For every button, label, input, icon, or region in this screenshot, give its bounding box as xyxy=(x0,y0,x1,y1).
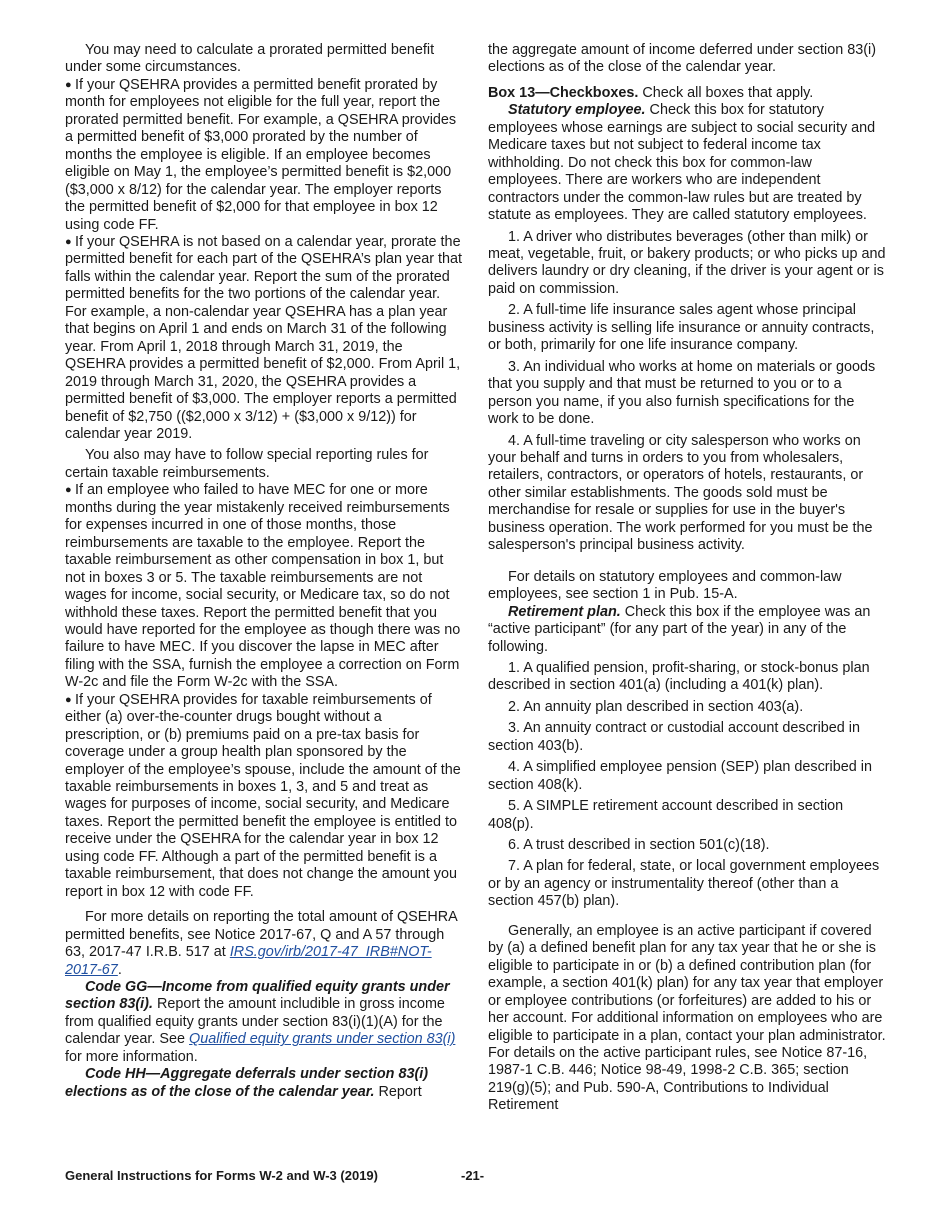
list-item-retirement-2: 2. An annuity plan described in section 403(a). xyxy=(508,698,804,715)
list-item-retirement-4: 4. A simplified employee pension (SEP) plan described in section 408(k). xyxy=(488,759,872,793)
list-item-retirement-6: 6. A trust described in section 501(c)(18). xyxy=(508,837,770,854)
list-item-statutory-2: 2. A full-time life insurance sales agent whose principal business activity is selling life insurance or annuity contracts, or both, primarily for one life insurance company. xyxy=(488,302,875,354)
paragraph-more-details: For more details on reporting the total amount of QSEHRA permitted benefits, see Notice 2017-67, Q and A 57 through 63, 2017-47 I.R.B. 517 at IRS.gov/irb/2017-47_IRB#NOT-2017-67. xyxy=(65,909,457,978)
irb-link[interactable]: IRS.gov/irb/2017-47_IRB#NOT-2017-67 xyxy=(65,944,432,978)
list-item-statutory-4: 4. A full-time traveling or city salesperson who works on your behalf and turns in orders to you from wholesalers, retailers, contractors, or operators of hotels, restaurants, or other similar establishments. The goods sold must be merchandise for resale or supplies for use in the buyer's business operation. The work performed for you must be the salesperson's principal business activity. xyxy=(488,432,873,554)
paragraph-retirement-plan: Retirement plan. Check this box if the employee was an “active participant” (for any part of the year) in any of the following. xyxy=(488,603,871,655)
bullet-icon: ● xyxy=(65,235,72,248)
bullet-mec-failure: ● If an employee who failed to have MEC for one or more months during the year mistakenly received reimbursements for expenses incurred in one of those months, those reimbursements are taxable to the employee. Report the taxable reimbursement as other compensation in box 1, but not in boxes 3 or 5. The taxable reimbursements are not wages for income, social security, or Medicare tax, so do not withhold these taxes. Report the permitted benefit that you would have reported for the employee as though there was no failure to have MEC. If you discover the lapse in MEC after filing with the SSA, furnish the employee a correction on Form W-2c and file the Form W-2c with the SSA. xyxy=(65,482,461,691)
bullet-prorated-by-month: ● If your QSEHRA provides a permitted benefit prorated by month for employees not eligible for the full year, report the prorated permitted benefit. For example, a QSEHRA provides a permitted benefit of $3,000 prorated by the number of months the employee is eligible. If an employee becomes eligible on May 1, the employee’s permitted benefit is $2,000 ($3,000 x 8/12) for the calendar year. The employer reports the permitted benefit of $2,000 for that employee in box 12 using code FF. xyxy=(65,76,457,233)
code-gg-heading: Code GG—Income from qualified equity grants under section 83(i). xyxy=(65,979,450,1013)
list-item-statutory-3: 3. An individual who works at home on materials or goods that you supply and that must be returned to you or to a person you name, if you also furnish specifications for the work to be done. xyxy=(488,358,876,428)
list-item-retirement-1: 1. A qualified pension, profit-sharing, or stock-bonus plan described in section 401(a) (including a 401(k) plan). xyxy=(488,659,870,694)
code-hh-heading: Code HH—Aggregate deferrals under section 83(i) elections as of the close of the calendar year. xyxy=(65,1066,429,1100)
paragraph-box13: Box 13—Checkboxes. Check all boxes that apply. xyxy=(488,84,814,101)
list-item-retirement-3: 3. An annuity contract or custodial account described in section 403(b). xyxy=(488,720,860,754)
list-item-retirement-5: 5. A SIMPLE retirement account described in section 408(p). xyxy=(488,798,844,832)
bullet-icon: ● xyxy=(65,484,72,497)
bullet-icon: ● xyxy=(65,693,72,706)
bullet-icon: ● xyxy=(65,78,72,91)
paragraph-continued: the aggregate amount of income deferred under section 83(i) elections as of the close of the calendar year. xyxy=(488,42,876,76)
bullet-non-calendar-year: ● If your QSEHRA is not based on a calendar year, prorate the permitted benefit for each part of the QSEHRA’s plan year that falls within the calendar year. Report the sum of the prorated permitted benefits for the two portions of the calendar year. For example, a non-calendar year QSEHRA has a plan year that begins on April 1 and ends on March 31 of the following year. From April 1, 2018 through March 31, 2019, the QSEHRA provides a permitted benefit of $2,000. From April 1, 2019 through March 31, 2020, the QSEHRA provides a permitted benefit of $3,000. The employer reports a permitted benefit of $2,750 (($2,000 x 3/12) + ($3,000 x 9/12)) for calendar year 2019. xyxy=(65,233,463,442)
qualified-equity-link[interactable]: Qualified equity grants under section 83(i) xyxy=(189,1031,456,1048)
right-column xyxy=(488,42,886,1115)
paragraph-taxable-reimbursements: You also may have to follow special reporting rules for certain taxable reimbursements. xyxy=(65,447,429,481)
paragraph-active-participant: Generally, an employee is an active participant if covered by (a) a defined benefit plan for any tax year that he or she is eligible to participate in or (b) a defined contribution plan (for example, a section 401(k) plan) for any tax year that employer or employee contributions (or forfeitures) are added to his or her account. For additional information on employees who are eligible to participate in a plan, contact your plan administrator. For details on the active participant rules, see Notice 87-16, 1987-1 C.B. 446; Notice 98-49, 1998-2 C.B. 365; section 219(g)(5); and Pub. 590-A, Contributions to Individual Retirement xyxy=(488,922,886,1114)
paragraph-prorated-intro: You may need to calculate a prorated permitted benefit under some circumstances. xyxy=(65,42,435,76)
paragraph-code-gg: Code GG—Income from qualified equity grants under section 83(i). Report the amount includible in gross income from qualified equity grants under section 83(i)(1)(A) for the calendar year. See Qualified equity grants under section 83(i) for more information. xyxy=(65,979,456,1065)
paragraph-statutory-details: For details on statutory employees and common-law employees, see section 1 in Pub. 15-A. xyxy=(488,568,842,603)
list-item-retirement-7: 7. A plan for federal, state, or local government employees or by an agency or instrumentality thereof (other than a section 457(b) plan). xyxy=(488,858,880,910)
left-column xyxy=(65,42,463,1101)
paragraph-statutory-employee: Statutory employee. Check this box for statutory employees whose earnings are subject to social security and Medicare taxes but not subject to federal income tax withholding. Do not check this box for common-law employees. There are workers who are independent contractors under the common-law rules but are treated by statute as employees. They are called statutory employees. xyxy=(488,102,876,224)
footer-title: General Instructions for Forms W-2 and W-3 (2019) xyxy=(65,1168,378,1183)
list-item-statutory-1: 1. A driver who distributes beverages (other than milk) or meat, vegetable, fruit, or bakery products; or who picks up and delivers laundry or dry cleaning, if the driver is your agent or is paid on commission. xyxy=(488,228,886,297)
box13-heading: Box 13—Checkboxes. xyxy=(488,84,639,101)
retirement-plan-heading: Retirement plan. xyxy=(508,603,621,620)
statutory-employee-heading: Statutory employee. xyxy=(508,102,646,119)
bullet-otc-drugs: ● If your QSEHRA provides for taxable reimbursements of either (a) over-the-counter drugs bought without a prescription, or (b) premiums paid on a pre-tax basis for coverage under a group health plan sponsored by the employer of the employee’s spouse, include the amount of the taxable reimbursements in boxes 1, 3, and 5 and treat as wages for purposes of income, social security, and Medicare taxes. Report the permitted benefit the employee is entitled to receive under the QSEHRA for the calendar year in box 12 using code FF. Although a part of the permitted benefit is a taxable reimbursement, that does not change the amount you report in box 12 with code FF. xyxy=(65,691,461,900)
page-number: -21- xyxy=(461,1168,485,1183)
paragraph-code-hh: Code HH—Aggregate deferrals under section 83(i) elections as of the close of the calendar year. Report xyxy=(65,1066,429,1100)
